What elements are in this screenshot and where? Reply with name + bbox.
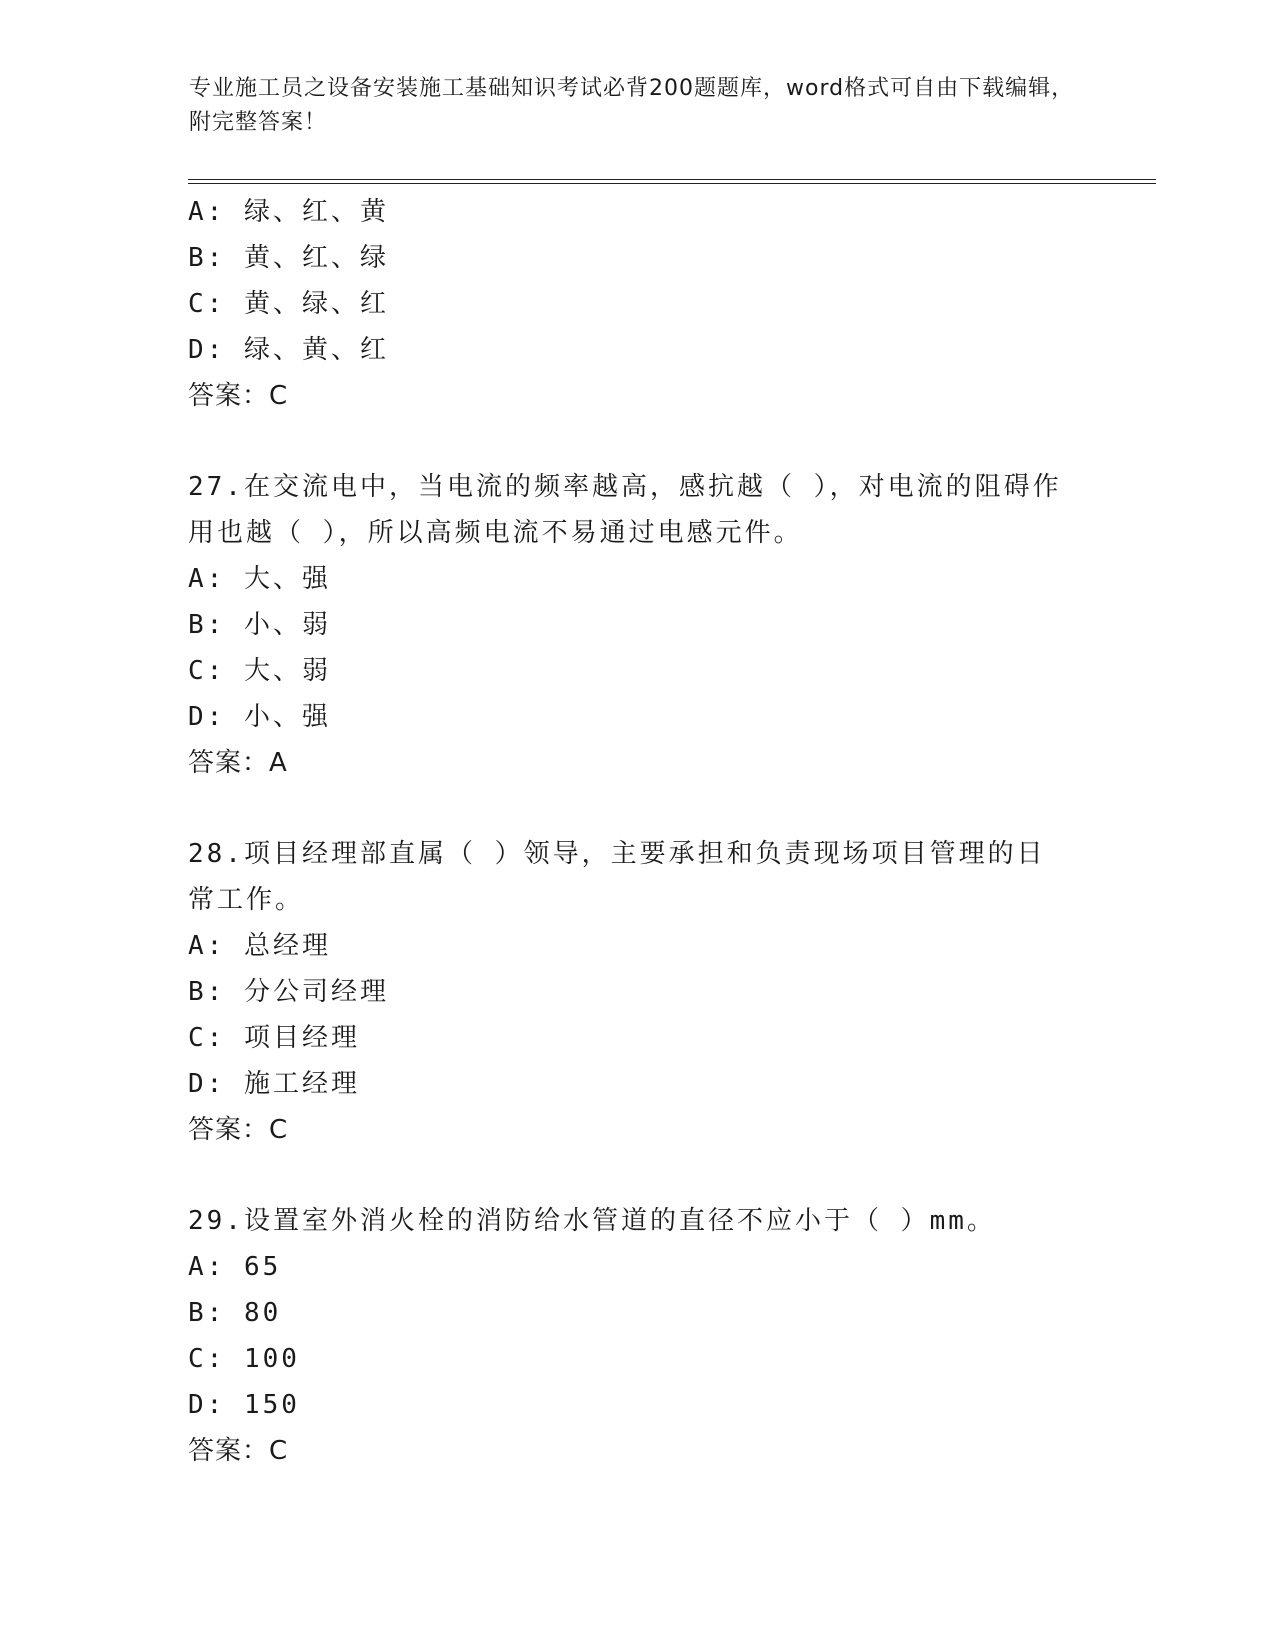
option-c: C: 项目经理 (188, 1023, 360, 1053)
option-a: A: 总经理 (188, 931, 331, 961)
header-divider-top (188, 179, 1156, 180)
answer-label: 答案：C (188, 381, 289, 411)
option-a: A: 绿、红、黄 (188, 197, 389, 227)
question-text: 27.在交流电中，当电流的频率越高，感抗越（ ），对电流的阻碍作用也越（ ），所以高频电流不易通过电感元件。 (188, 472, 1062, 548)
header-divider-bottom (188, 183, 1156, 184)
answer-label: 答案：A (188, 748, 288, 778)
option-d: D: 绿、黄、红 (188, 335, 389, 365)
option-c: C: 100 (188, 1344, 300, 1374)
option-d: D: 150 (188, 1390, 300, 1420)
question-27 (188, 464, 1088, 786)
option-d: D: 施工经理 (188, 1069, 360, 1099)
question-28 (188, 831, 1088, 1153)
option-c: C: 大、弱 (188, 656, 331, 686)
document-header: 专业施工员之设备安装施工基础知识考试必背200题题库，word格式可自由下载编辑，附完整答案！ (189, 76, 1075, 135)
answer-label: 答案：C (188, 1115, 289, 1145)
option-c: C: 黄、绿、红 (188, 289, 389, 319)
answer-label: 答案：C (188, 1436, 289, 1466)
question-text: 29.设置室外消火栓的消防给水管道的直径不应小于（ ）mm。 (188, 1206, 996, 1236)
option-b: B: 分公司经理 (188, 977, 389, 1007)
question-29 (188, 1198, 1088, 1474)
question-text: 28.项目经理部直属（ ）领导，主要承担和负责现场项目管理的日常工作。 (188, 839, 1046, 915)
option-b: B: 80 (188, 1298, 282, 1328)
option-b: B: 黄、红、绿 (188, 243, 389, 273)
option-b: B: 小、弱 (188, 610, 331, 640)
option-d: D: 小、强 (188, 702, 331, 732)
option-a: A: 65 (188, 1252, 282, 1282)
question-26 (188, 189, 1088, 419)
question-list (188, 189, 1088, 1474)
option-a: A: 大、强 (188, 564, 331, 594)
